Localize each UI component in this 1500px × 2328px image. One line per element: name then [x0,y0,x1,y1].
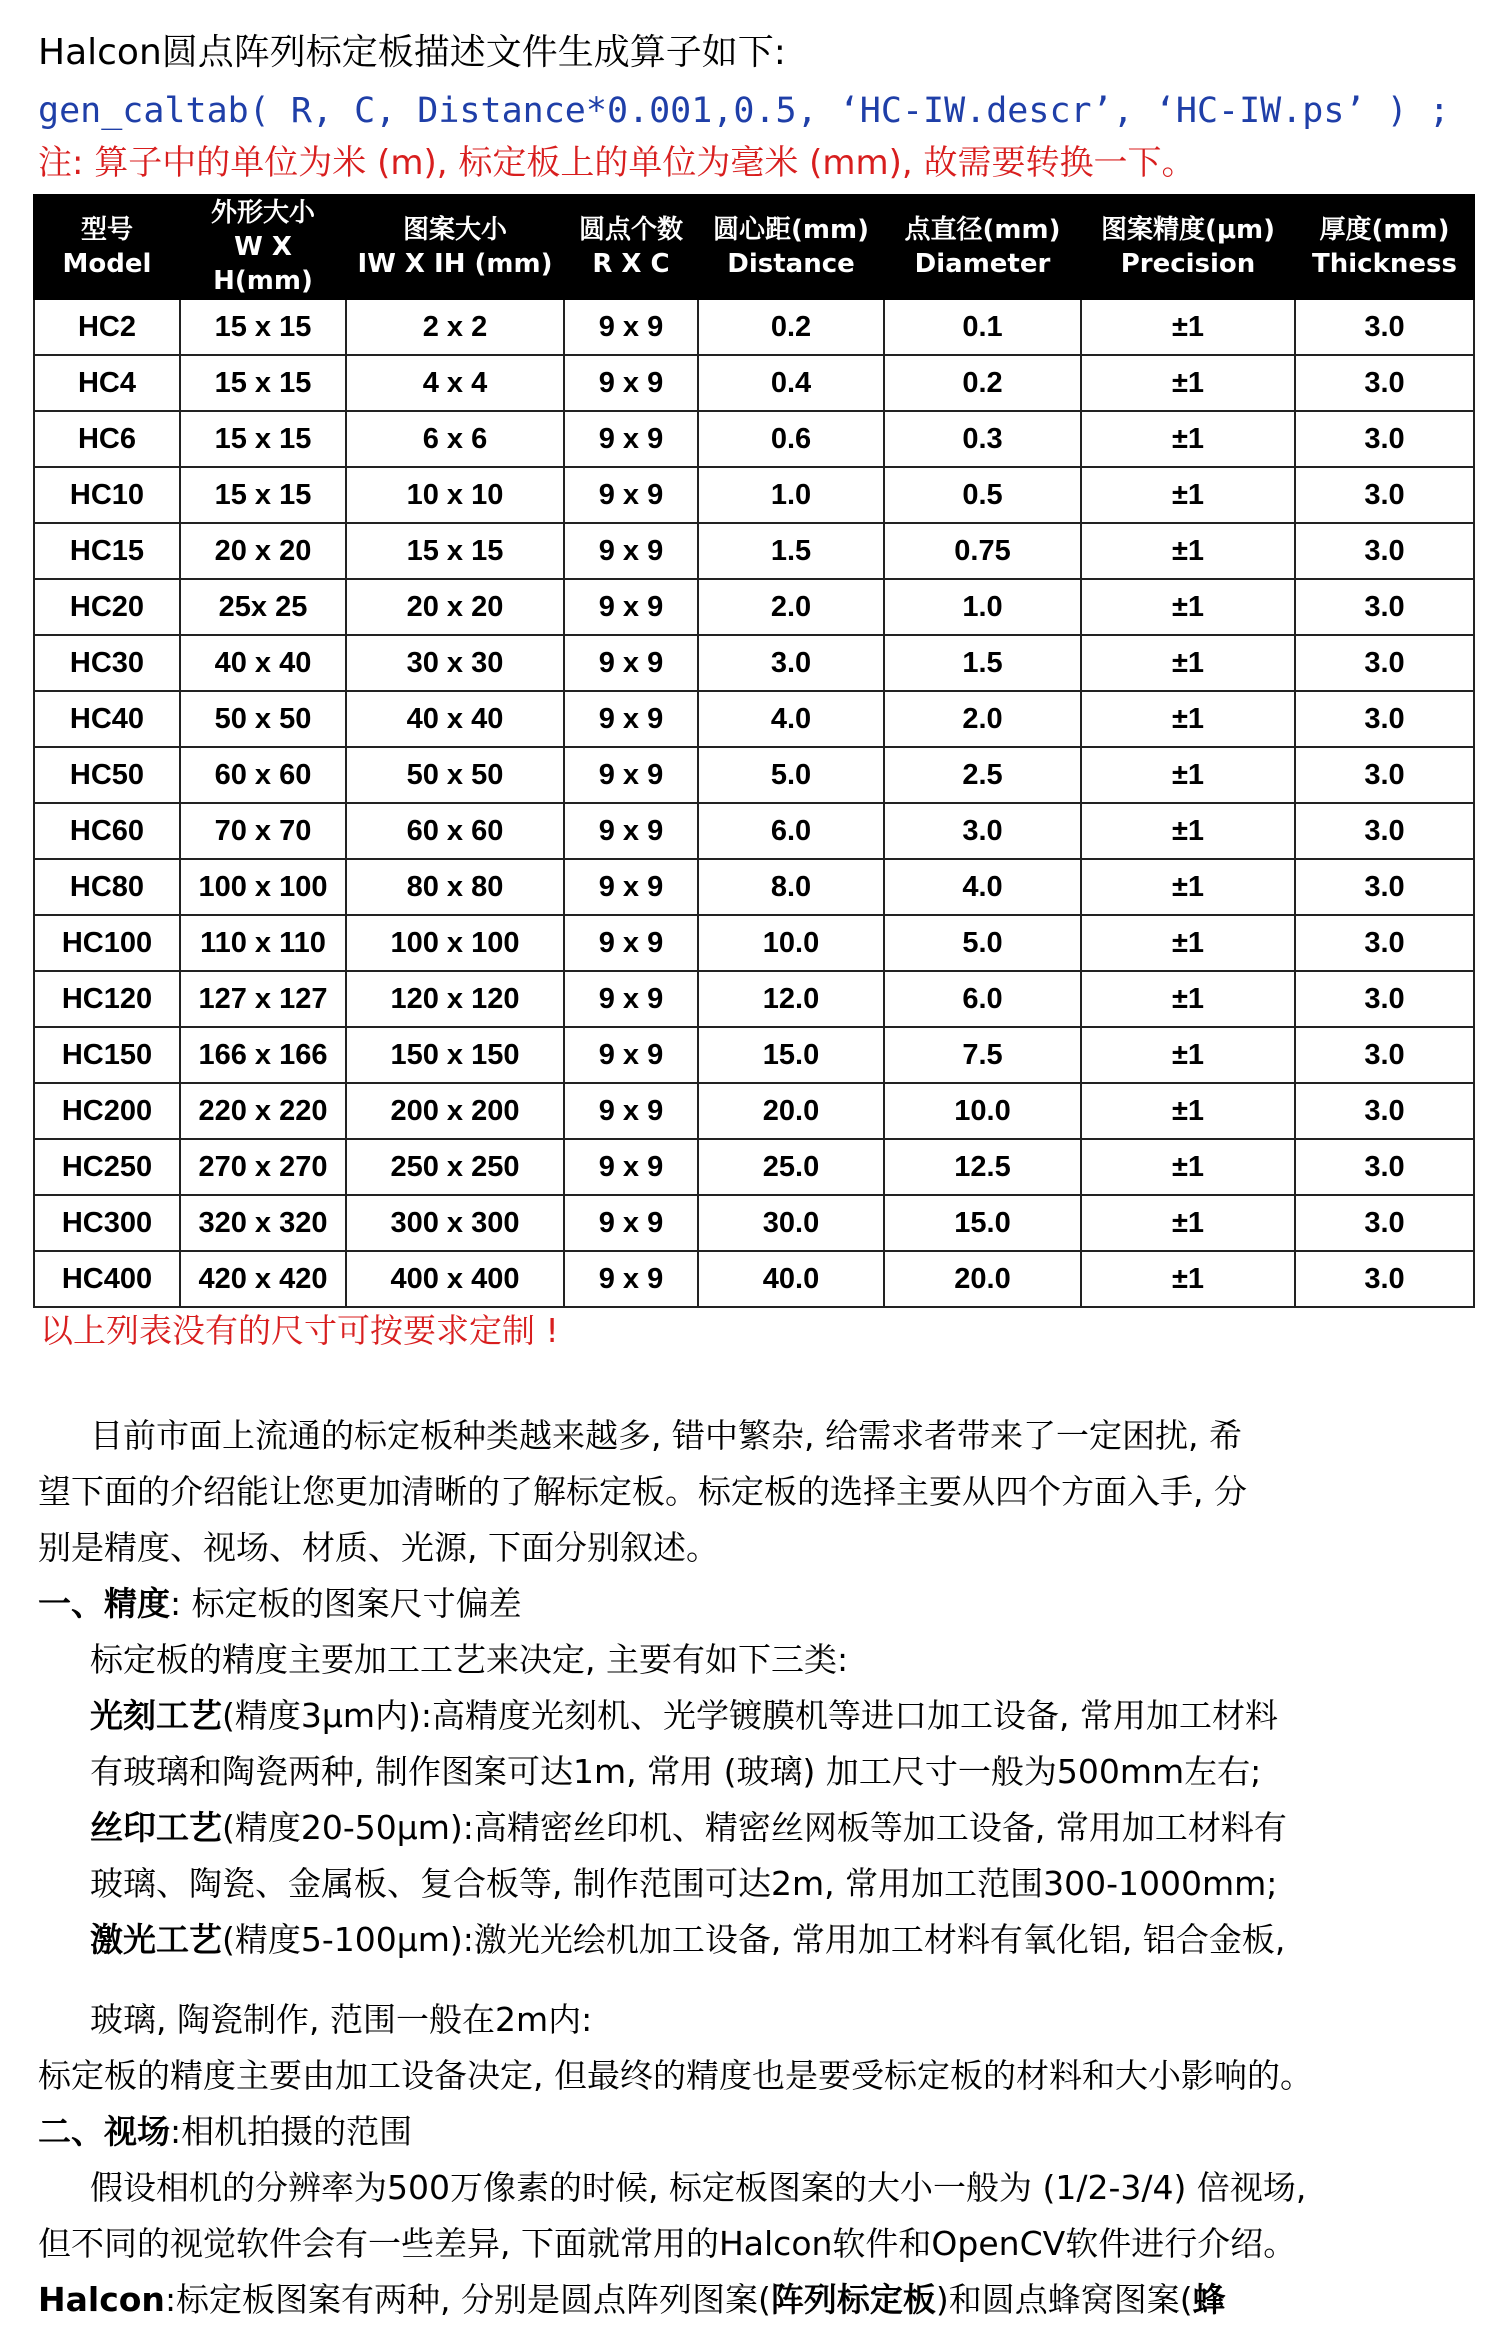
table-cell: 15 x 15 [180,467,346,523]
table-cell: 420 x 420 [180,1251,346,1307]
table-cell: 70 x 70 [180,803,346,859]
table-cell: ±1 [1081,1139,1295,1195]
table-cell: 9 x 9 [564,803,698,859]
table-cell: 2.0 [884,691,1081,747]
table-row [34,467,1474,523]
table-cell: 3.0 [1295,299,1474,355]
table-cell: 8.0 [698,859,884,915]
table-cell: ±1 [1081,635,1295,691]
table-cell: 400 x 400 [346,1251,564,1307]
table-cell: 40 x 40 [346,691,564,747]
halcon-desc: )和圆点蜂窝图案( [935,2280,1193,2319]
table-row [34,355,1474,411]
table-cell: 3.0 [1295,1083,1474,1139]
table-cell: 15.0 [884,1195,1081,1251]
article-body [38,1408,1478,2328]
table-cell: 4.0 [698,691,884,747]
column-header [564,195,698,299]
table-cell: 50 x 50 [180,691,346,747]
table-cell: 3.0 [1295,523,1474,579]
table-cell: 0.3 [884,411,1081,467]
table-cell: 0.6 [698,411,884,467]
table-header-row [34,195,1474,299]
table-cell: 9 x 9 [564,1139,698,1195]
table-cell: HC50 [34,747,180,803]
section-subtitle: : 标定板的图案尺寸偏差 [170,1584,522,1623]
paragraph-line: 标定板的精度主要加工工艺来决定, 主要有如下三类: [90,1640,849,1679]
table-cell: HC30 [34,635,180,691]
table-cell: 4.0 [884,859,1081,915]
table-cell: ±1 [1081,1251,1295,1307]
table-cell: 15.0 [698,1027,884,1083]
table-row [34,971,1474,1027]
table-row [34,635,1474,691]
table-cell: 10 x 10 [346,467,564,523]
column-header-en: Thickness [1312,249,1457,279]
table-cell: 1.0 [884,579,1081,635]
column-header-zh: 圆心距(mm) [713,215,869,245]
halcon-bold-term: 蜂 [1192,2280,1226,2319]
column-header-zh: 圆点个数 [578,215,683,245]
table-row [34,1083,1474,1139]
table-cell: 3.0 [1295,1195,1474,1251]
table-row [34,1195,1474,1251]
table-row [34,1139,1474,1195]
table-cell: 3.0 [1295,859,1474,915]
column-header-en: Precision [1120,249,1256,279]
table-cell: HC40 [34,691,180,747]
table-cell: 7.5 [884,1027,1081,1083]
table-cell: 60 x 60 [180,747,346,803]
table-cell: 0.2 [884,355,1081,411]
table-cell: 10.0 [884,1083,1081,1139]
table-cell: 9 x 9 [564,691,698,747]
intro-title: Halcon圆点阵列标定板描述文件生成算子如下: [38,32,786,73]
table-cell: HC60 [34,803,180,859]
paragraph-line: 别是精度、视场、材质、光源, 下面分别叙述。 [38,1528,719,1567]
table-cell: HC2 [34,299,180,355]
table-cell: HC400 [34,1251,180,1307]
table-cell: ±1 [1081,467,1295,523]
table-cell: 3.0 [1295,467,1474,523]
table-cell: 300 x 300 [346,1195,564,1251]
column-header [1081,195,1295,299]
paragraph-line: 标定板的精度主要由加工设备决定, 但最终的精度也是要受标定板的材料和大小影响的。 [38,2056,1313,2095]
column-header-en: Model [62,249,152,279]
table-cell: 9 x 9 [564,859,698,915]
table-cell: 120 x 120 [346,971,564,1027]
table-row [34,523,1474,579]
table-cell: 3.0 [1295,803,1474,859]
table-cell: ±1 [1081,691,1295,747]
table-cell: 150 x 150 [346,1027,564,1083]
table-cell: 9 x 9 [564,1083,698,1139]
column-header-zh: 厚度(mm) [1319,215,1450,245]
table-cell: 110 x 110 [180,915,346,971]
column-header-zh: 图案大小 [402,215,507,245]
calibration-board-spec-table [33,194,1475,1308]
column-header-zh: 点直径(mm) [904,215,1061,245]
table-cell: 3.0 [1295,915,1474,971]
column-header [1295,195,1474,299]
operator-code-line: gen_caltab( R, C, Distance*0.001,0.5, ‘HC-IW.descr’, ‘HC-IW.ps’ ) ; [38,91,1450,131]
table-cell: HC4 [34,355,180,411]
custom-size-note: 以上列表没有的尺寸可按要求定制 ! [40,1311,559,1350]
table-cell: 100 x 100 [346,915,564,971]
table-cell: ±1 [1081,971,1295,1027]
column-header [34,195,180,299]
table-row [34,411,1474,467]
table-cell: 2.5 [884,747,1081,803]
table-body [34,299,1474,1307]
table-cell: 5.0 [698,747,884,803]
table-cell: 166 x 166 [180,1027,346,1083]
table-cell: ±1 [1081,915,1295,971]
table-cell: HC120 [34,971,180,1027]
table-cell: 9 x 9 [564,1195,698,1251]
table-cell: 40.0 [698,1251,884,1307]
table-cell: 12.0 [698,971,884,1027]
table-cell: HC100 [34,915,180,971]
table-cell: 0.1 [884,299,1081,355]
column-header-en: Diameter [914,249,1051,279]
table-cell: HC10 [34,467,180,523]
process-silkscreen [38,1800,1478,1856]
table-cell: ±1 [1081,859,1295,915]
table-cell: 220 x 220 [180,1083,346,1139]
table-cell: 0.2 [698,299,884,355]
table-cell: 0.75 [884,523,1081,579]
table-cell: 3.0 [1295,691,1474,747]
process-name: 光刻工艺 [90,1696,222,1735]
table-cell: ±1 [1081,299,1295,355]
table-cell: 9 x 9 [564,915,698,971]
table-cell: ±1 [1081,355,1295,411]
table-row [34,915,1474,971]
section-heading-field-of-view [38,2104,1478,2160]
table-cell: 6 x 6 [346,411,564,467]
process-desc: (精度5-100μm):激光光绘机加工设备, 常用加工材料有氧化铝, 铝合金板, [222,1920,1286,1959]
table-cell: 15 x 15 [180,299,346,355]
table-header [34,195,1474,299]
table-cell: 3.0 [884,803,1081,859]
column-header [884,195,1081,299]
table-cell: 25.0 [698,1139,884,1195]
table-cell: ±1 [1081,803,1295,859]
table-cell: 100 x 100 [180,859,346,915]
column-header-en: Distance [727,249,855,279]
table-cell: 30 x 30 [346,635,564,691]
table-cell: 3.0 [1295,635,1474,691]
paragraph-line: 但不同的视觉软件会有一些差异, 下面就常用的Halcon软件和OpenCV软件进行介绍。 [38,2224,1297,2263]
table-cell: ±1 [1081,1195,1295,1251]
halcon-bold-term: 阵列标定板 [770,2280,936,2319]
table-cell: HC15 [34,523,180,579]
process-lithography [38,1688,1478,1744]
table-row [34,691,1474,747]
table-cell: 3.0 [1295,1027,1474,1083]
table-cell: 9 x 9 [564,635,698,691]
table-row [34,1251,1474,1307]
table-cell: 9 x 9 [564,971,698,1027]
table-cell: 3.0 [1295,971,1474,1027]
table-cell: 25x 25 [180,579,346,635]
column-header-en: W X H(mm) [213,232,313,296]
table-cell: 9 x 9 [564,1027,698,1083]
table-cell: ±1 [1081,1027,1295,1083]
process-laser [38,1912,1478,1968]
table-cell: 9 x 9 [564,747,698,803]
table-cell: 3.0 [1295,747,1474,803]
table-cell: HC250 [34,1139,180,1195]
column-header-zh: 图案精度(μm) [1101,215,1275,245]
table-cell: 12.5 [884,1139,1081,1195]
column-header [698,195,884,299]
table-cell: 4 x 4 [346,355,564,411]
table-cell: 15 x 15 [346,523,564,579]
column-header [180,195,346,299]
table-row [34,299,1474,355]
paragraph-line: 望下面的介绍能让您更加清晰的了解标定板。标定板的选择主要从四个方面入手, 分 [38,1472,1247,1511]
table-cell: 270 x 270 [180,1139,346,1195]
table-cell: 3.0 [698,635,884,691]
table-cell: 1.5 [884,635,1081,691]
column-header-en: R X C [592,249,670,279]
table-row [34,579,1474,635]
table-cell: 15 x 15 [180,355,346,411]
table-cell: 9 x 9 [564,579,698,635]
table-row [34,1027,1474,1083]
section-subtitle: :相机拍摄的范围 [170,2112,413,2151]
table-cell: ±1 [1081,747,1295,803]
table-cell: 3.0 [1295,579,1474,635]
process-name: 激光工艺 [90,1920,222,1959]
table-cell: 80 x 80 [346,859,564,915]
table-row [34,747,1474,803]
table-cell: ±1 [1081,523,1295,579]
column-header-zh: 外形大小 [210,198,315,228]
paragraph-line: 假设相机的分辨率为500万像素的时候, 标定板图案的大小一般为 (1/2-3/4) 倍视场, [90,2168,1307,2207]
table-cell: HC20 [34,579,180,635]
unit-note: 注: 算子中的单位为米 (m), 标定板上的单位为毫米 (mm), 故需要转换一下。 [38,143,1196,183]
software-name: Halcon [38,2280,165,2319]
table-cell: 2.0 [698,579,884,635]
table-cell: 9 x 9 [564,523,698,579]
table-cell: 3.0 [1295,411,1474,467]
table-cell: HC6 [34,411,180,467]
table-row [34,803,1474,859]
column-header-en: IW X IH (mm) [357,249,553,279]
process-desc: (精度3μm内):高精度光刻机、光学镀膜机等进口加工设备, 常用加工材料 [222,1696,1278,1735]
halcon-desc: :标定板图案有两种, 分别是圆点阵列图案( [164,2280,771,2319]
table-cell: 1.5 [698,523,884,579]
table-cell: 9 x 9 [564,411,698,467]
table-cell: HC300 [34,1195,180,1251]
table-row [34,859,1474,915]
process-name: 丝印工艺 [90,1808,222,1847]
table-cell: HC80 [34,859,180,915]
table-cell: HC200 [34,1083,180,1139]
column-header [346,195,564,299]
table-cell: 9 x 9 [564,355,698,411]
paragraph-line: 目前市面上流通的标定板种类越来越多, 错中繁杂, 给需求者带来了一定困扰, 希 [90,1416,1242,1455]
table-cell: HC150 [34,1027,180,1083]
table-cell: 2 x 2 [346,299,564,355]
table-cell: 6.0 [884,971,1081,1027]
table-cell: 3.0 [1295,1251,1474,1307]
table-cell: ±1 [1081,411,1295,467]
table-cell: 30.0 [698,1195,884,1251]
table-cell: 15 x 15 [180,411,346,467]
table-cell: 1.0 [698,467,884,523]
table-cell: ±1 [1081,1083,1295,1139]
table-cell: 200 x 200 [346,1083,564,1139]
table-cell: 5.0 [884,915,1081,971]
table-cell: 6.0 [698,803,884,859]
table-cell: 20.0 [698,1083,884,1139]
paragraph-line: 有玻璃和陶瓷两种, 制作图案可达1m, 常用 (玻璃) 加工尺寸一般为500mm左右; [90,1752,1262,1791]
column-header-zh: 型号 [80,215,133,245]
table-cell: 40 x 40 [180,635,346,691]
table-cell: 20.0 [884,1251,1081,1307]
table-cell: 0.5 [884,467,1081,523]
table-cell: 250 x 250 [346,1139,564,1195]
table-cell: 9 x 9 [564,1251,698,1307]
table-cell: 10.0 [698,915,884,971]
table-cell: 127 x 127 [180,971,346,1027]
table-cell: 20 x 20 [346,579,564,635]
section-title: 一、精度 [38,1584,170,1623]
process-desc: (精度20-50μm):高精密丝印机、精密丝网板等加工设备, 常用加工材料有 [222,1808,1287,1847]
paragraph-line: 玻璃, 陶瓷制作, 范围一般在2m内: [90,2000,593,2039]
section-title: 二、视场 [38,2112,170,2151]
table-cell: 60 x 60 [346,803,564,859]
table-cell: ±1 [1081,579,1295,635]
halcon-line [38,2272,1478,2328]
table-cell: 0.4 [698,355,884,411]
table-cell: 50 x 50 [346,747,564,803]
table-cell: 320 x 320 [180,1195,346,1251]
table-cell: 20 x 20 [180,523,346,579]
section-heading-precision [38,1576,1478,1632]
table-cell: 3.0 [1295,355,1474,411]
table-cell: 3.0 [1295,1139,1474,1195]
paragraph-line: 玻璃、陶瓷、金属板、复合板等, 制作范围可达2m, 常用加工范围300-1000mm; [90,1864,1278,1903]
table-cell: 9 x 9 [564,467,698,523]
table-cell: 9 x 9 [564,299,698,355]
